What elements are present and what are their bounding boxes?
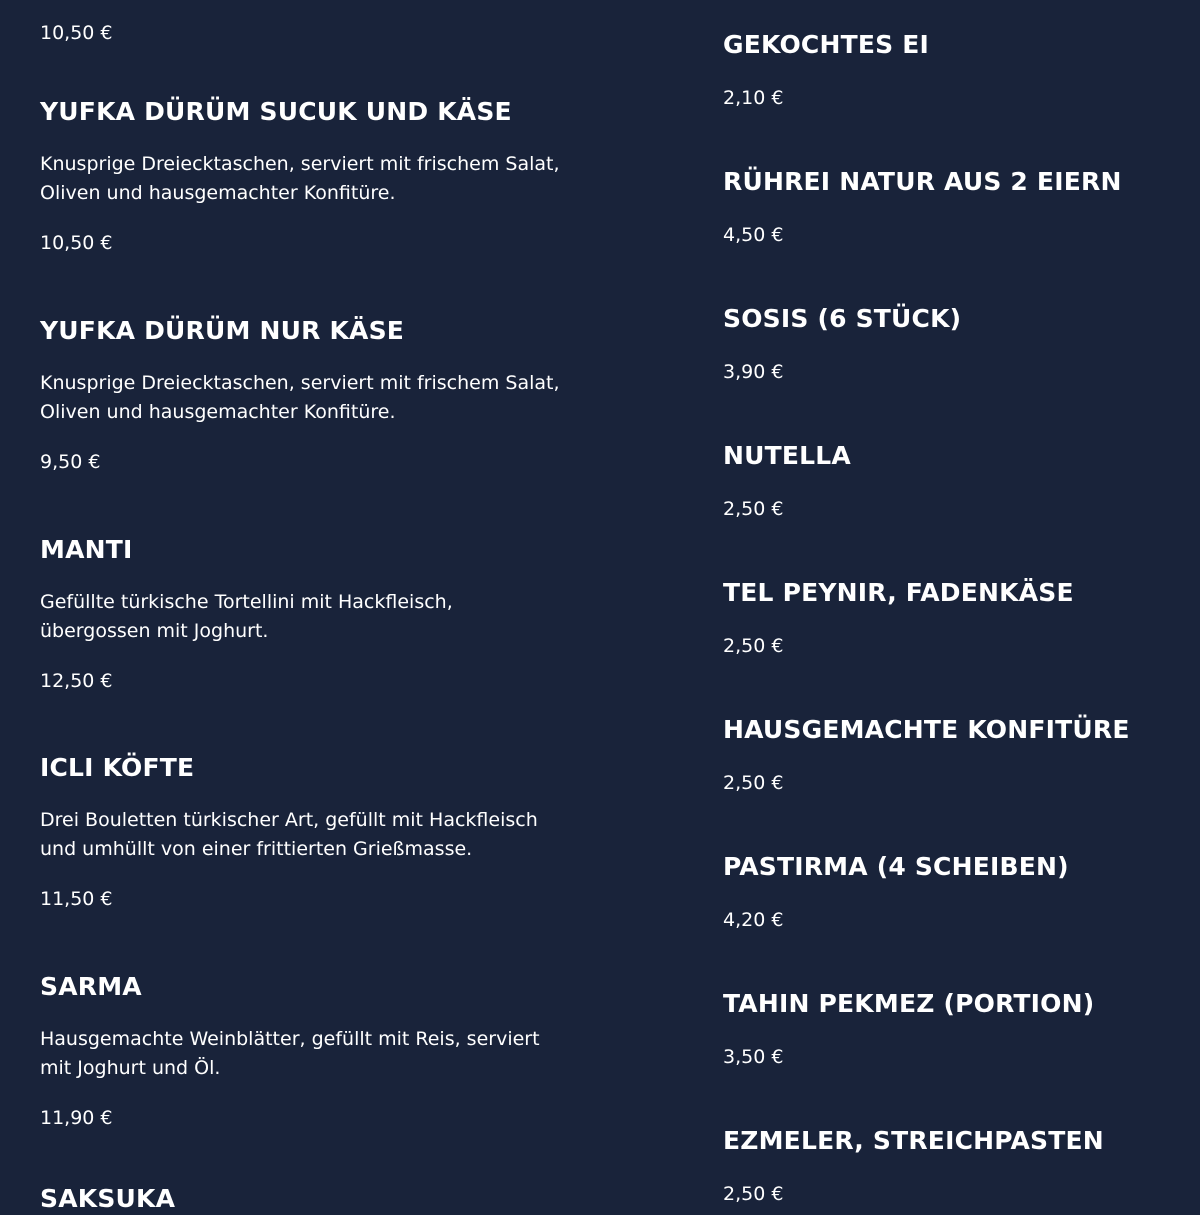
- item-description-line: Knusprige Dreiecktaschen, serviert mit frischem Salat,: [40, 372, 560, 394]
- item-title: EZMELER, STREICHPASTEN: [723, 1126, 1104, 1155]
- item-price: 2,50 €: [723, 772, 784, 794]
- item-price: 12,50 €: [40, 670, 113, 692]
- menu-item: [723, 714, 1130, 795]
- menu-item: [723, 303, 961, 384]
- item-description: [40, 150, 560, 208]
- item-description-line: übergossen mit Joghurt.: [40, 620, 269, 642]
- item-title: ICLI KÖFTE: [40, 753, 195, 782]
- menu-item: [723, 851, 1069, 932]
- item-title: GEKOCHTES EI: [723, 30, 929, 59]
- item-price: 2,50 €: [723, 498, 784, 520]
- menu-item: [723, 988, 1094, 1069]
- item-description-line: Gefüllte türkische Tortellini mit Hackfleisch,: [40, 591, 453, 613]
- menu-item: [40, 315, 560, 474]
- menu-item: [40, 971, 540, 1130]
- item-title: YUFKA DÜRÜM SUCUK UND KÄSE: [40, 97, 512, 126]
- menu-item: [723, 440, 851, 521]
- item-price: 10,50 €: [40, 232, 113, 254]
- item-description: [40, 1025, 540, 1083]
- item-title: YUFKA DÜRÜM NUR KÄSE: [40, 316, 405, 345]
- item-description-line: Drei Bouletten türkischer Art, gefüllt mit Hackfleisch: [40, 809, 538, 831]
- item-title: TEL PEYNIR, FADENKÄSE: [723, 578, 1074, 607]
- item-price: 10,50 €: [40, 22, 113, 44]
- item-price: 11,90 €: [40, 1107, 113, 1129]
- item-description-line: und umhüllt von einer frittierten Grießmasse.: [40, 838, 473, 860]
- item-description: [40, 806, 538, 864]
- item-price: 9,50 €: [40, 451, 101, 473]
- item-price: 3,90 €: [723, 361, 784, 383]
- menu-item: [723, 577, 1074, 658]
- item-price: 4,20 €: [723, 909, 784, 931]
- menu-item: [40, 96, 560, 255]
- item-price: 2,50 €: [723, 1183, 784, 1205]
- item-price: 2,50 €: [723, 635, 784, 657]
- item-description-line: Knusprige Dreiecktaschen, serviert mit frischem Salat,: [40, 153, 560, 175]
- item-description: [40, 588, 453, 646]
- menu-item: [40, 752, 538, 911]
- item-title: SARMA: [40, 972, 142, 1001]
- item-price: 4,50 €: [723, 224, 784, 246]
- menu-item: [723, 166, 1122, 247]
- item-title: SAKSUKA: [40, 1184, 176, 1213]
- item-title: MANTI: [40, 535, 133, 564]
- menu-item: [723, 1125, 1104, 1206]
- item-title: NUTELLA: [723, 441, 851, 470]
- item-description: [40, 369, 560, 427]
- item-description-line: Oliven und hausgemachter Konfitüre.: [40, 401, 396, 423]
- item-title: HAUSGEMACHTE KONFITÜRE: [723, 715, 1130, 744]
- menu-item: [40, 1183, 175, 1215]
- item-title: PASTIRMA (4 SCHEIBEN): [723, 852, 1069, 881]
- item-description-line: Oliven und hausgemachter Konfitüre.: [40, 182, 396, 204]
- menu-item: [723, 29, 929, 110]
- item-price: 2,10 €: [723, 87, 784, 109]
- item-description-line: Hausgemachte Weinblätter, gefüllt mit Reis, serviert: [40, 1028, 540, 1050]
- item-description-line: mit Joghurt und Öl.: [40, 1057, 221, 1079]
- item-title: RÜHREI NATUR AUS 2 EIERN: [723, 167, 1122, 196]
- item-price: 11,50 €: [40, 888, 113, 910]
- item-price: 3,50 €: [723, 1046, 784, 1068]
- item-title: TAHIN PEKMEZ (PORTION): [723, 989, 1095, 1018]
- menu-item: [40, 534, 453, 693]
- item-title: SOSIS (6 STÜCK): [723, 304, 962, 333]
